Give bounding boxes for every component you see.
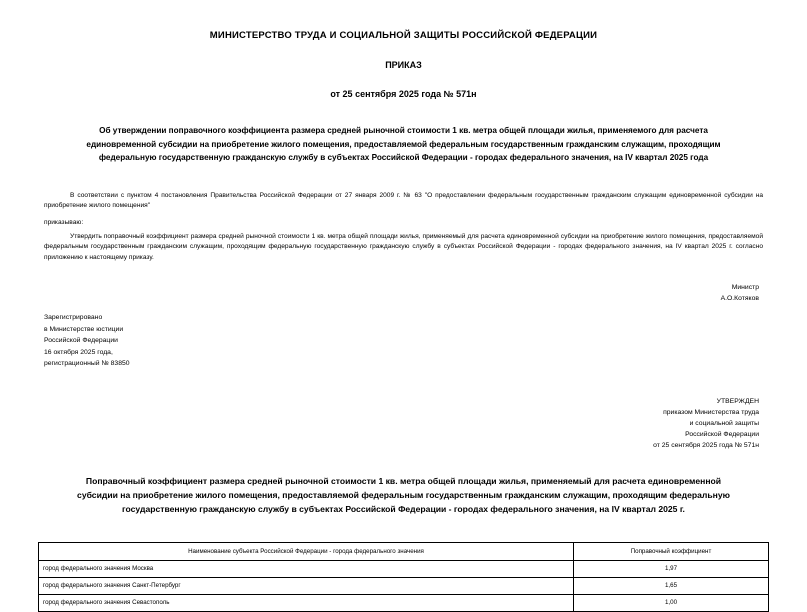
table-cell-subject: город федерального значения Севастополь <box>39 594 574 611</box>
coefficient-table <box>38 542 769 612</box>
table-cell-coefficient: 1,00 <box>574 594 769 611</box>
order-body-paragraph: Утвердить поправочный коэффициент размера средней рыночной стоимости 1 кв. метра общей площади жилья, применяемый для расчета единовременной субсидии на приобретение жилого помещения, предоставляемой федеральным государственным гражданским служащим, проходящим федеральную государственную гражданскую службу в субъектах Российской Федерации - городах федерального значения, на IV квартал 2025 г. согласно приложению к настоящему приказу. <box>44 232 763 261</box>
approved-label: УТВЕРЖДЕН <box>716 397 759 405</box>
approved-line: от 25 сентября 2025 года № 571н <box>653 441 759 449</box>
table-cell-subject: город федерального значения Москва <box>39 560 574 577</box>
document-page <box>0 30 807 606</box>
preamble-paragraph: В соответствии с пунктом 4 постановления Правительства Российской Федерации от 27 января 2009 г. № 63 "О предоставлении федеральным государственным гражданским служащим единовременной субсидии на приобретение жилого помещения" <box>44 191 763 209</box>
signature-block <box>38 282 759 304</box>
document-date: от 25 сентября 2025 года № 571н <box>330 89 477 99</box>
table-header-subject: Наименование субъекта Российской Федерации - города федерального значения <box>39 542 574 560</box>
table-row <box>39 594 769 611</box>
registration-line: 16 октября 2025 года, <box>44 348 113 356</box>
table-cell-subject: город федерального значения Санкт-Петербург <box>39 577 574 594</box>
ministry-title: МИНИСТЕРСТВО ТРУДА И СОЦИАЛЬНОЙ ЗАЩИТЫ РОССИЙСКОЙ ФЕДЕРАЦИИ <box>209 30 598 41</box>
signature-position: Министр <box>731 284 759 291</box>
approved-block <box>38 396 759 451</box>
annex-title: Поправочный коэффициент размера средней рыночной стоимости 1 кв. метра общей площади жилья, применяемый для расчета единовременной субсидии на приобретение жилого помещения, предоставляемой федеральным государственным гражданским служащим, проходящим федеральную государственную гражданскую службу в субъектах Российской Федерации - городах федерального значения, на IV квартал 2025 г. <box>77 475 730 514</box>
document-subject: Об утверждении поправочного коэффициента размера средней рыночной стоимости 1 кв. метра общей площади жилья, применяемого для расчета единовременной субсидии на приобретение жилого помещения, предоставляемой федеральным государственным гражданским служащим, проходящим федеральную государственную гражданскую службу в субъектах Российской Федерации - городах федерального значения, на IV квартал 2025 года <box>86 126 721 162</box>
approved-line: Российской Федерации <box>685 430 759 438</box>
table-header-coefficient: Поправочный коэффициент <box>574 542 769 560</box>
registration-line: регистрационный № 83850 <box>44 360 130 367</box>
table-cell-coefficient: 1,97 <box>574 560 769 577</box>
table-row <box>39 560 769 577</box>
table-header-row <box>39 542 769 560</box>
registration-block <box>44 312 769 370</box>
orders-word: приказываю: <box>44 218 84 226</box>
registration-line: Российской Федерации <box>44 337 118 344</box>
approved-line: приказом Министерства труда <box>663 408 759 416</box>
approved-line: и социальной защиты <box>689 419 759 427</box>
registration-line: Зарегистрировано <box>44 314 103 321</box>
document-kind: ПРИКАЗ <box>385 60 422 70</box>
signature-name: А.О.Котяков <box>720 295 759 302</box>
table-row <box>39 577 769 594</box>
table-cell-coefficient: 1,65 <box>574 577 769 594</box>
registration-line: в Министерстве юстиции <box>44 325 124 333</box>
